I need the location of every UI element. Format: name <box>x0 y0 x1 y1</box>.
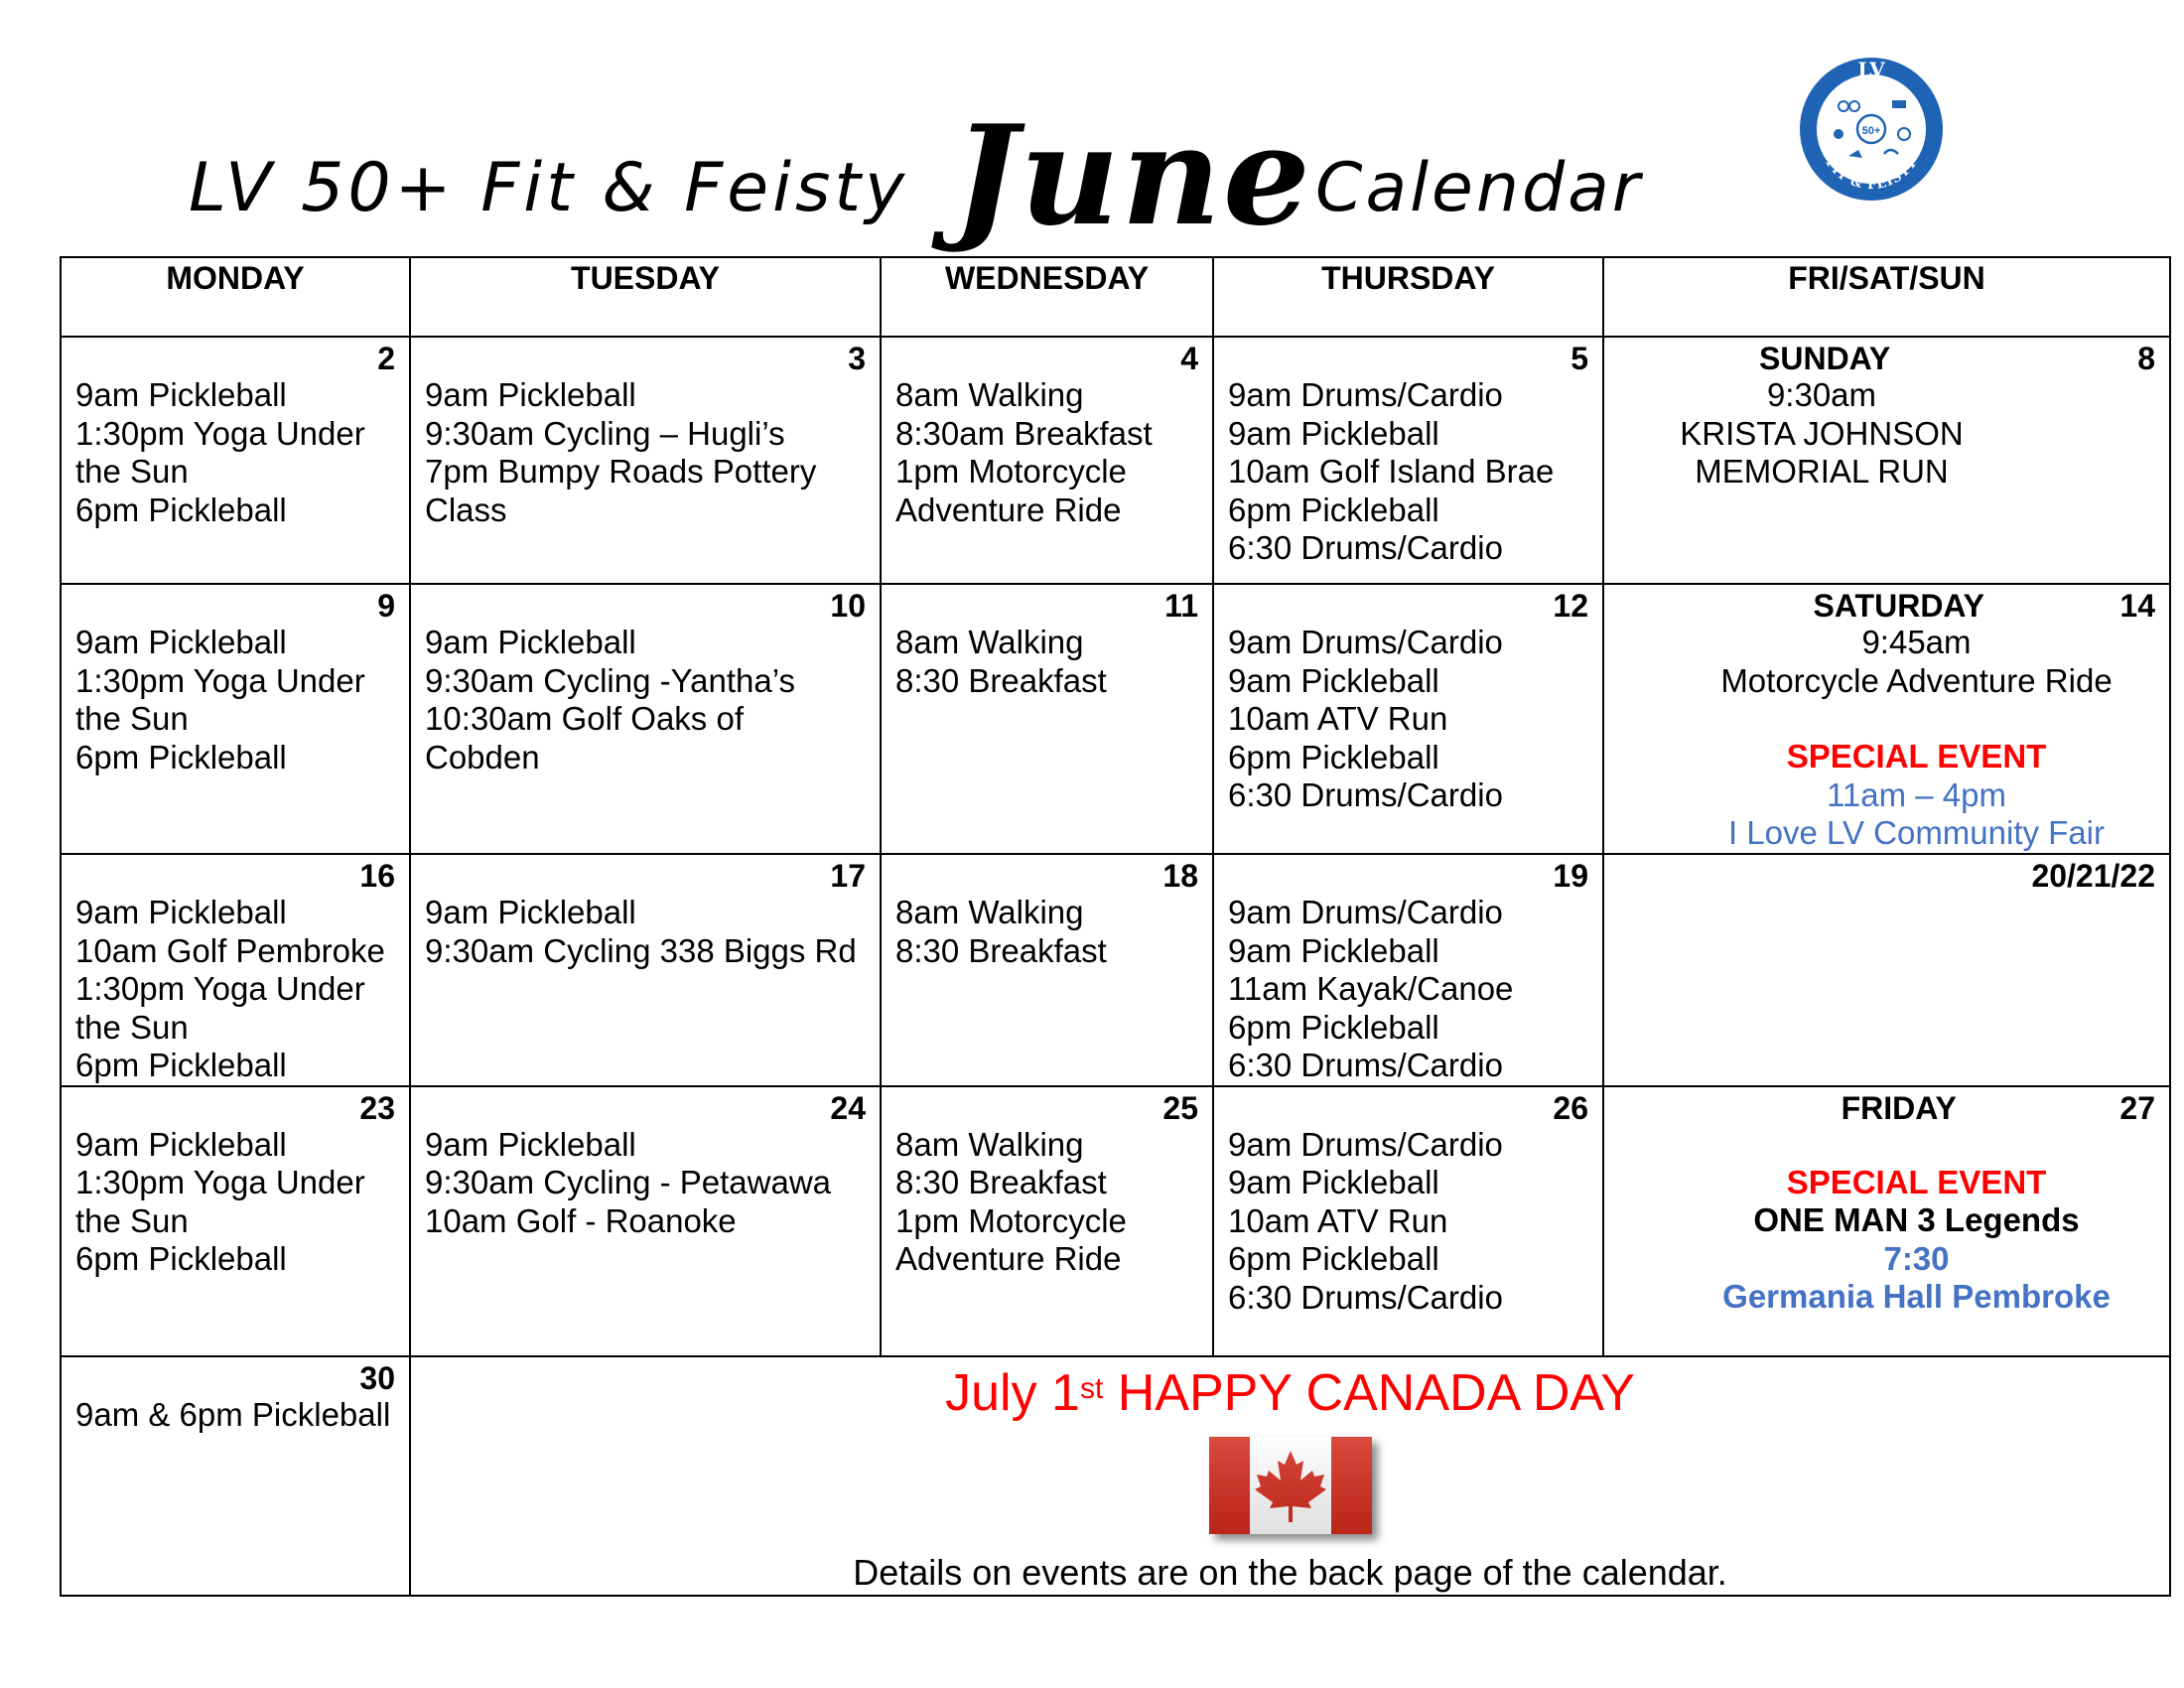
day-cell <box>410 337 881 584</box>
event-line: 6pm Pickleball <box>75 491 287 528</box>
weekday-header: TUESDAY <box>410 257 881 337</box>
day-number: 20/21/22 <box>2031 858 2155 894</box>
svg-text:LV: LV <box>1857 58 1885 81</box>
event-line: 6:30 Drums/Cardio <box>1228 1047 1503 1083</box>
event-line: 6pm Pickleball <box>75 738 287 775</box>
event-line: 7pm Bumpy Roads Pottery <box>425 453 817 490</box>
day-cell <box>881 337 1213 584</box>
day-number: 8 <box>2137 341 2155 376</box>
special-event-place: Germania Hall Pembroke <box>1722 1278 2111 1315</box>
special-event-name: I Love LV Community Fair <box>1727 814 2106 851</box>
weekend-cell <box>1603 584 2170 854</box>
day-number: 5 <box>1570 341 1588 376</box>
canada-day-banner <box>410 1356 2170 1596</box>
day-number: 23 <box>359 1089 395 1126</box>
week-row <box>61 1356 2170 1596</box>
event-line: 6pm Pickleball <box>75 1047 287 1083</box>
title-text-part1: LV 50+ Fit & Feisty <box>189 149 909 227</box>
svg-text:FIT & FEISTY: FIT & FEISTY <box>1822 156 1921 194</box>
day-number: 3 <box>848 341 866 376</box>
event-line: 9am Pickleball <box>425 1125 636 1163</box>
event-line: Adventure Ride <box>895 491 1122 528</box>
day-cell <box>1213 584 1603 854</box>
event-line: Class <box>425 491 507 528</box>
event-line: 1pm Motorcycle <box>895 1201 1127 1239</box>
week-row <box>61 584 2170 854</box>
event-line: 1pm Motorcycle <box>895 453 1127 490</box>
title-month: June <box>953 94 1312 256</box>
event-line: 8am Walking <box>895 376 1084 413</box>
event-line: 1:30pm Yoga Under <box>75 970 365 1007</box>
event-line: 8:30 Breakfast <box>895 661 1107 699</box>
event-line: 1:30pm Yoga Under <box>75 661 365 699</box>
event-line: 10am Golf Pembroke <box>75 931 385 969</box>
day-number: 2 <box>377 341 395 376</box>
event-line: 6pm Pickleball <box>1228 491 1439 528</box>
event-line: 9am Pickleball <box>1228 661 1439 699</box>
event-line: 9:30am Cycling – Hugli’s <box>425 414 785 452</box>
day-cell <box>1213 1086 1603 1356</box>
week-row <box>61 1086 2170 1356</box>
event-line: 9am Drums/Cardio <box>1228 376 1503 413</box>
special-event-label: SPECIAL EVENT <box>1786 738 2047 774</box>
day-cell <box>881 584 1213 854</box>
special-event-time: 11am – 4pm <box>1827 775 2006 813</box>
weekday-header: WEDNESDAY <box>881 257 1213 337</box>
day-cell <box>410 1086 881 1356</box>
day-number: 14 <box>2119 588 2155 624</box>
event-line: 8am Walking <box>895 894 1084 930</box>
day-number: 26 <box>1553 1089 1588 1126</box>
event-line: 9am Pickleball <box>75 1125 287 1163</box>
event-line: 6pm Pickleball <box>1228 1240 1439 1277</box>
event-line: 8:30am Breakfast <box>895 414 1153 452</box>
event-line: 9am Drums/Cardio <box>1228 624 1503 660</box>
event-line: 10am ATV Run <box>1228 700 1448 737</box>
day-number: 10 <box>830 588 866 624</box>
day-cell <box>881 854 1213 1086</box>
calendar-grid <box>60 256 2171 1597</box>
weekend-cell <box>1603 1086 2170 1356</box>
weekday-header: FRI/SAT/SUN <box>1603 257 2170 337</box>
weekend-day-label: FRIDAY <box>1841 1089 1957 1126</box>
event-line: 9:30am Cycling 338 Biggs Rd <box>425 931 857 969</box>
day-cell <box>410 584 881 854</box>
event-line: 6:30 Drums/Cardio <box>1228 776 1503 813</box>
event-line: Cobden <box>425 738 540 775</box>
event-line: Motorcycle Adventure Ride <box>1720 661 2113 699</box>
day-number: 27 <box>2119 1089 2155 1126</box>
day-number: 11 <box>1164 588 1198 624</box>
day-cell <box>61 1086 410 1356</box>
event-line: 6:30 Drums/Cardio <box>1228 529 1503 566</box>
event-line: 9:30am Cycling - Petawawa <box>425 1164 832 1200</box>
event-line: 8:30 Breakfast <box>895 931 1107 969</box>
event-line: 9am & 6pm Pickleball <box>75 1395 391 1433</box>
special-event-time: 7:30 <box>1883 1239 1950 1277</box>
event-line: 9am Pickleball <box>1228 414 1439 452</box>
week-row <box>61 337 2170 584</box>
day-cell <box>61 337 410 584</box>
day-cell <box>1213 337 1603 584</box>
weekday-header-row <box>61 257 2170 337</box>
day-number: 18 <box>1162 858 1198 894</box>
special-event-label: SPECIAL EVENT <box>1786 1163 2047 1200</box>
weekend-day-label: SATURDAY <box>1813 588 1984 624</box>
event-line: the Sun <box>75 1008 189 1046</box>
day-cell <box>410 854 881 1086</box>
event-line: 10am Golf Island Brae <box>1228 453 1555 490</box>
event-line: 9:30am <box>1766 376 1877 413</box>
weekday-header: THURSDAY <box>1213 257 1603 337</box>
event-line: 8am Walking <box>895 1125 1084 1163</box>
event-line: the Sun <box>75 700 189 737</box>
event-line: MEMORIAL RUN <box>1695 453 1949 490</box>
event-line: 10:30am Golf Oaks of <box>425 700 744 737</box>
title-text-part2: Calendar <box>1315 149 1643 227</box>
event-line: 6pm Pickleball <box>75 1240 287 1277</box>
event-line: 6pm Pickleball <box>1228 738 1439 775</box>
day-number: 25 <box>1162 1089 1198 1126</box>
day-number: 9 <box>377 588 395 624</box>
weekend-cell <box>1603 854 2170 1086</box>
event-line: 9am Pickleball <box>425 894 636 930</box>
event-line: 9:45am <box>1861 624 1972 660</box>
svg-text:50+: 50+ <box>1861 125 1881 137</box>
event-line: Adventure Ride <box>895 1240 1122 1277</box>
event-line: 9am Drums/Cardio <box>1228 894 1503 930</box>
event-line: KRISTA JOHNSON <box>1680 414 1964 452</box>
event-line: 6:30 Drums/Cardio <box>1228 1278 1503 1316</box>
event-line: 9am Drums/Cardio <box>1228 1125 1503 1163</box>
weekend-cell <box>1603 337 2170 584</box>
event-line: 9am Pickleball <box>1228 1164 1439 1200</box>
canada-flag-icon <box>1209 1437 1372 1534</box>
day-number: 12 <box>1553 588 1588 624</box>
day-number: 30 <box>359 1359 395 1396</box>
day-number: 24 <box>830 1089 866 1126</box>
day-cell <box>61 854 410 1086</box>
day-number: 4 <box>1180 341 1198 376</box>
calendar-title <box>189 94 1643 256</box>
event-line: the Sun <box>75 453 189 490</box>
day-cell <box>61 584 410 854</box>
day-number: 16 <box>359 858 395 894</box>
special-event-title: ONE MAN 3 Legends <box>1753 1201 2080 1238</box>
day-number: 19 <box>1553 858 1588 894</box>
event-line: 8:30 Breakfast <box>895 1164 1107 1200</box>
lv-fit-feisty-logo <box>1797 55 1946 204</box>
event-line: 9:30am Cycling -Yantha’s <box>425 661 795 699</box>
day-number: 17 <box>830 858 866 894</box>
day-cell <box>1213 854 1603 1086</box>
day-cell <box>881 1086 1213 1356</box>
event-line: 9am Pickleball <box>425 376 636 413</box>
event-line: the Sun <box>75 1201 189 1239</box>
event-line: 8am Walking <box>895 624 1084 660</box>
event-line: 9am Pickleball <box>75 624 287 660</box>
weekday-header: MONDAY <box>61 257 410 337</box>
week-row <box>61 854 2170 1086</box>
canada-day-headline: July 1st HAPPY CANADA DAY <box>945 1363 1635 1422</box>
event-line: 10am Golf - Roanoke <box>425 1201 737 1239</box>
weekend-day-label: SUNDAY <box>1759 341 1891 376</box>
event-line: 9am Pickleball <box>75 894 287 930</box>
event-line: 1:30pm Yoga Under <box>75 1164 365 1200</box>
event-line: 9am Pickleball <box>75 376 287 413</box>
event-line: 9am Pickleball <box>1228 931 1439 969</box>
event-line: 11am Kayak/Canoe <box>1228 970 1514 1007</box>
day-cell <box>61 1356 410 1596</box>
event-line: 10am ATV Run <box>1228 1201 1448 1239</box>
event-line: 6pm Pickleball <box>1228 1008 1439 1046</box>
event-line: 1:30pm Yoga Under <box>75 414 365 452</box>
event-line: 9am Pickleball <box>425 624 636 660</box>
details-note: Details on events are on the back page of the calendar. <box>853 1551 1727 1593</box>
